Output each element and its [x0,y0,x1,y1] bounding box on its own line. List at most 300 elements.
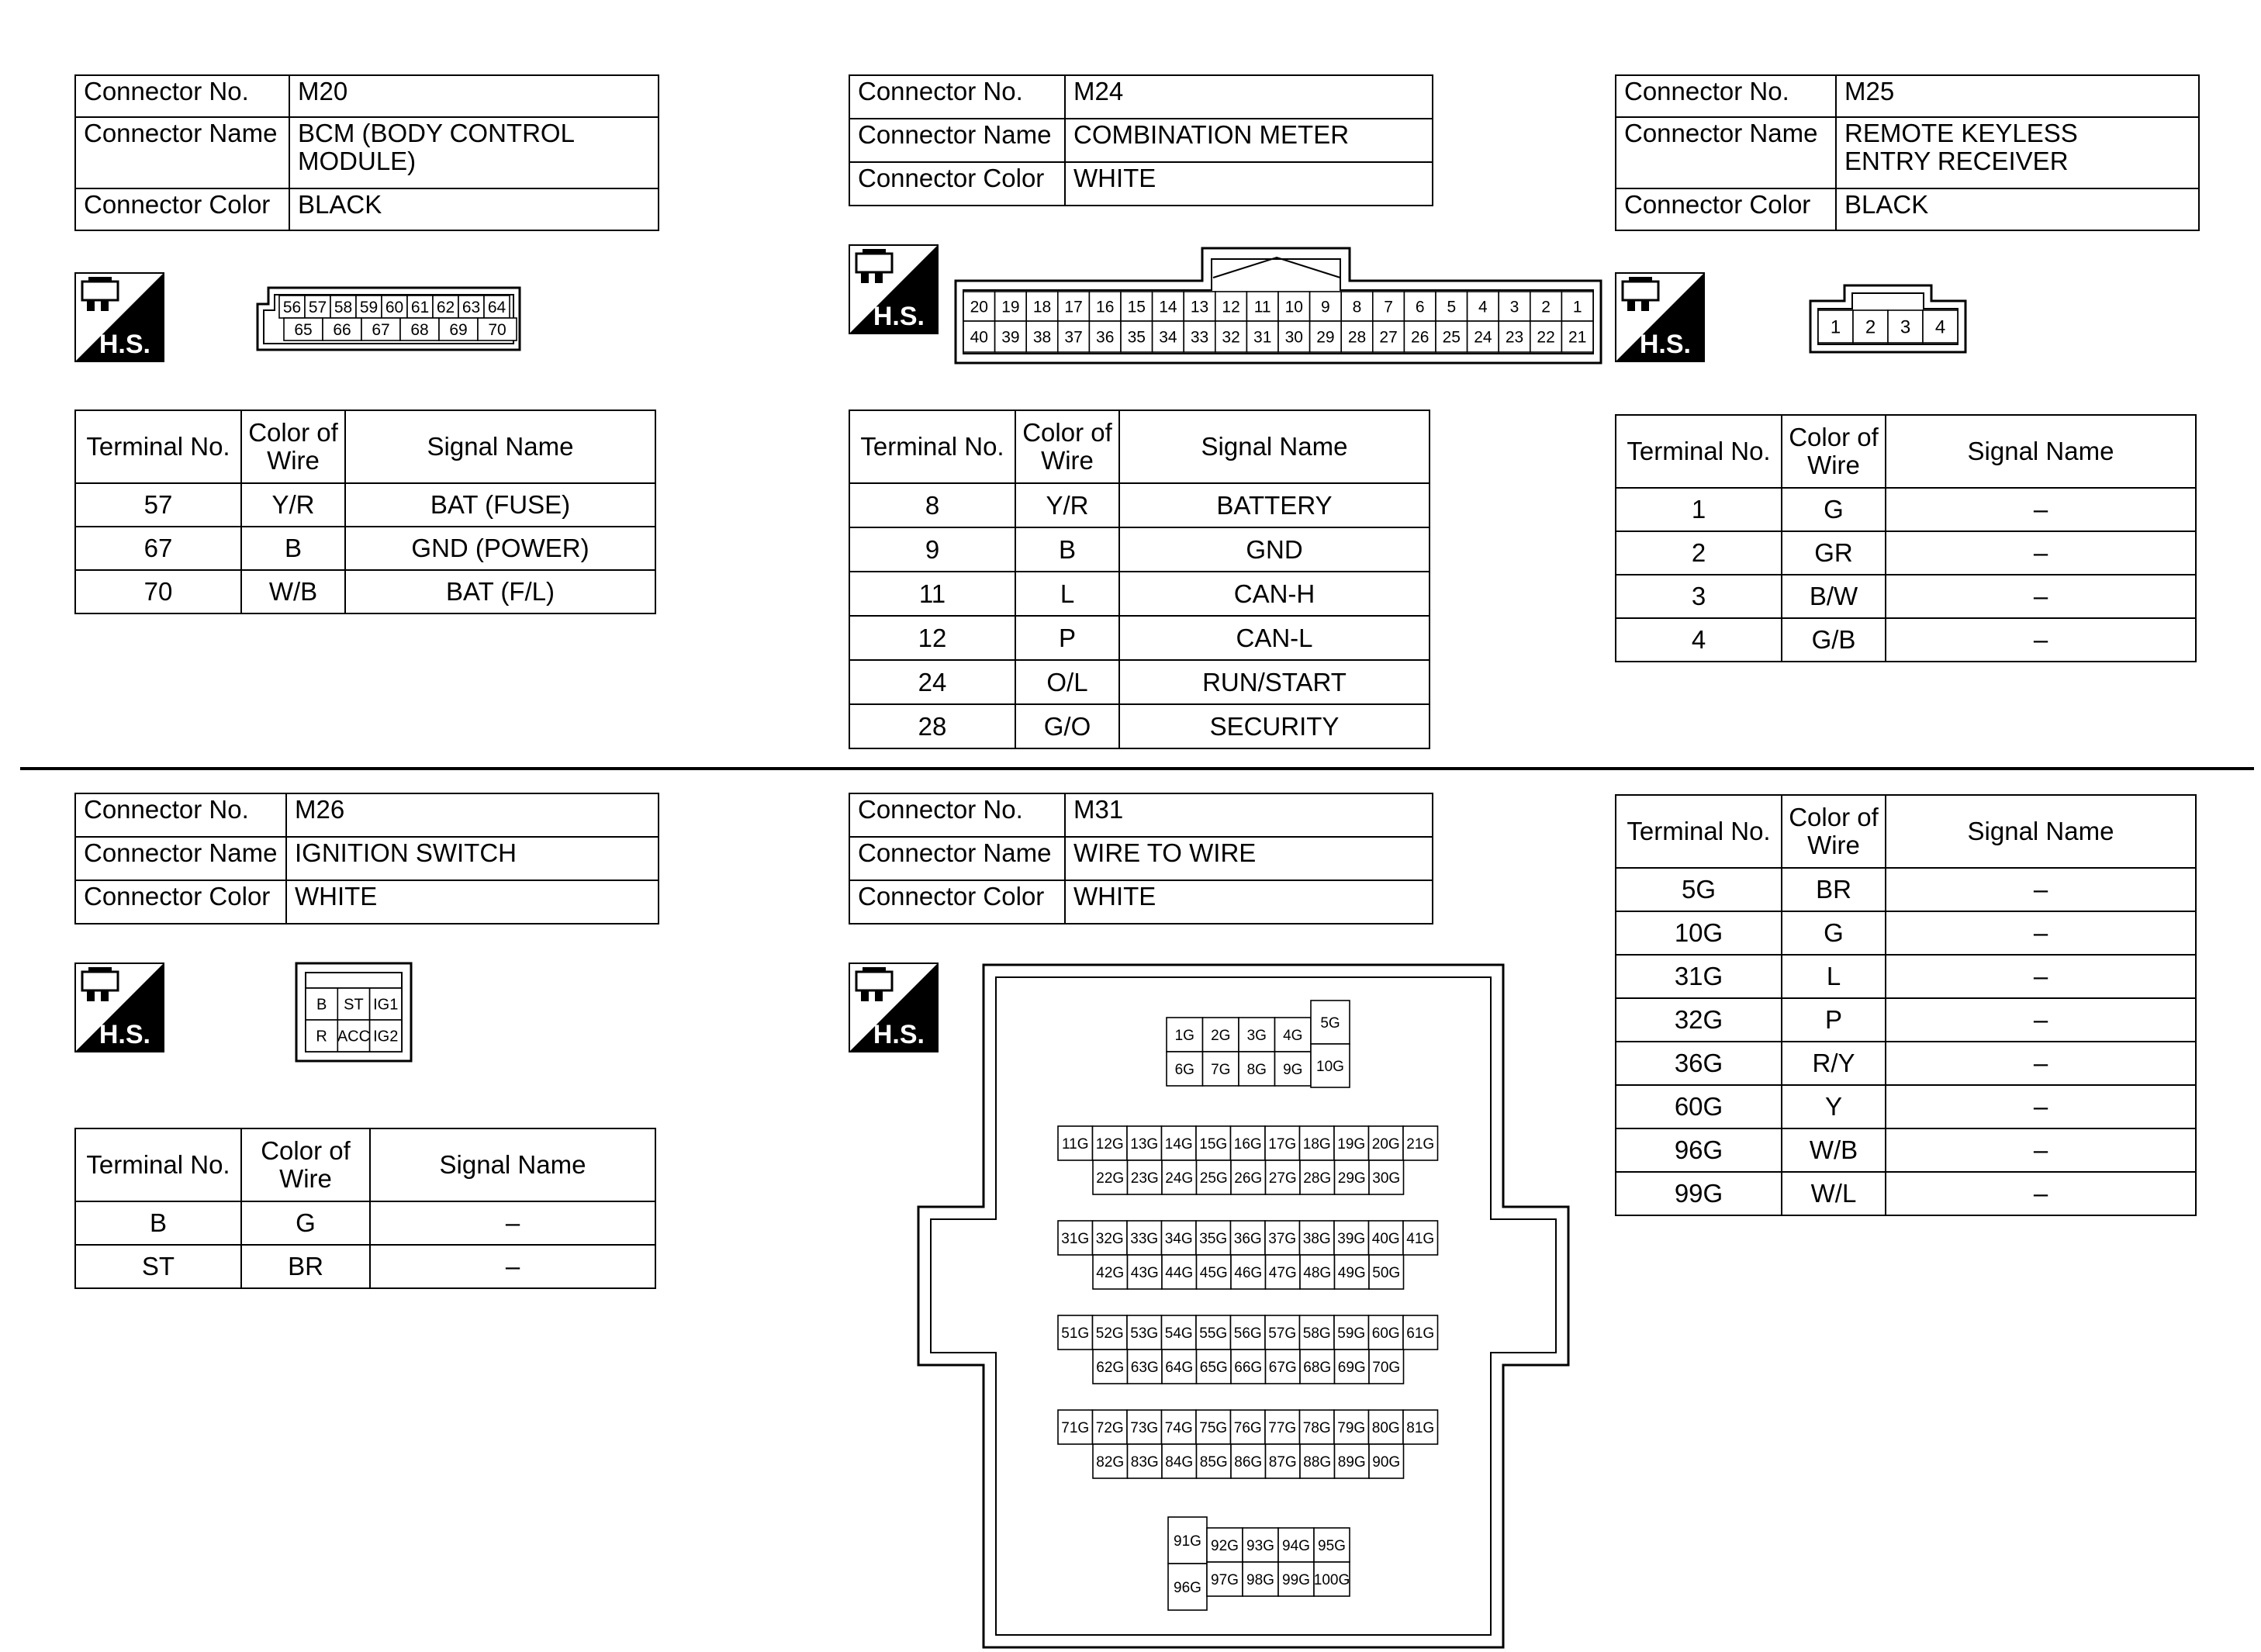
header-signal-name: Signal Name [370,1128,655,1201]
pin-label: 10 [1284,298,1303,316]
connector-pin [1093,1221,1128,1255]
connector-pin [337,988,369,1020]
connector-pin [1265,1315,1300,1350]
connector-pin [1530,321,1562,352]
pin-label: R [316,1028,327,1045]
connector-pin [1243,1562,1278,1596]
connector-pin [995,321,1027,352]
connector-pin [1207,1528,1243,1562]
pin-label: 47G [1268,1264,1297,1281]
m26-connector-no: M26 [286,793,659,837]
pin-label: 21 [1568,328,1587,347]
pin-label: 44G [1165,1264,1194,1281]
connector-pin [1403,1410,1438,1444]
m25-connector-no: M25 [1836,75,2199,117]
connector-pin [279,295,305,318]
connector-pin [1231,1410,1266,1444]
pin-label: 89G [1337,1453,1366,1471]
connector-pin [1231,1160,1266,1194]
connector-pin [1026,321,1058,352]
hs-label: H.S. [873,302,925,331]
pin-label: 66G [1234,1359,1263,1376]
m24-info-table [849,74,1433,206]
connector-pin [1369,1160,1404,1194]
pin-label: 56 [282,299,302,317]
pin-label: 36 [1096,328,1115,347]
pin-label: 23 [1505,328,1524,347]
connector-pin [1128,1350,1163,1384]
connector-pin [1093,1350,1128,1384]
connector-pin [1184,292,1215,321]
pin-label: 37G [1268,1230,1297,1247]
connector-pin [1239,1052,1275,1086]
table-row: 9 B GND [849,527,1430,572]
pin-label: 14 [1159,298,1177,316]
pin-label: 2 [1541,298,1551,316]
connector-pin [1196,1126,1231,1160]
connector-pin [439,318,478,340]
pin-label: 94G [1282,1537,1310,1554]
connector-pin [1203,1018,1239,1052]
connector-pin [1436,292,1468,321]
connector-pin [1853,310,1888,343]
connector-pin [1058,1410,1093,1444]
pin-label: 82G [1096,1453,1125,1471]
connector-pin [1127,1126,1162,1160]
m31-connector-no: M31 [1065,793,1433,837]
connector-pin [1468,321,1499,352]
m24-signal-table [849,410,1430,749]
table-row: 8 Y/R BATTERY [849,483,1430,527]
connector-pin [1300,1255,1335,1289]
connector-pin [1168,1564,1207,1610]
pin-label: 8G [1246,1061,1267,1078]
pin-label: 81G [1406,1419,1435,1436]
connector-pin [1888,310,1923,343]
header-terminal-no: Terminal No. [75,410,241,483]
pin-label: 3G [1246,1027,1267,1044]
connector-pin [1197,1444,1232,1478]
pin-label: 11G [1061,1135,1089,1153]
connector-pin [1093,1315,1128,1350]
pin-label: 79G [1337,1419,1366,1436]
pin-label: 4 [1934,316,1946,338]
connector-pin [1275,1018,1312,1052]
connector-pin [1121,292,1153,321]
connector-pin [1058,1315,1093,1350]
m25-connector-diagram [1807,282,1970,355]
pin-label: 21G [1406,1135,1435,1153]
m20-connector-diagram [253,284,524,354]
connector-pin [337,1020,370,1052]
m31-connector-name: WIRE TO WIRE [1065,837,1433,880]
connector-pin [1058,292,1090,321]
pin-label: 63 [462,299,481,317]
pin-label: 14G [1164,1135,1193,1153]
connector-pin [1162,1160,1197,1194]
connector-pin [356,295,382,318]
pin-label: 48G [1303,1264,1332,1281]
connector-pin [484,295,510,318]
label-connector-color: Connector Color [849,880,1065,924]
connector-pin [1246,292,1278,321]
pin-label: 8 [1352,298,1362,316]
connector-pin [323,318,361,340]
label-connector-no: Connector No. [1616,75,1836,117]
table-row: 11 L CAN-H [849,572,1430,616]
pin-label: 25G [1199,1170,1228,1187]
connector-pin [1530,292,1562,321]
harness-side-icon [74,272,164,362]
pin-label: 7G [1211,1061,1231,1078]
connector-pin [1314,1528,1350,1562]
pin-label: 38G [1302,1230,1331,1247]
pin-label: 22 [1537,328,1555,347]
hs-label: H.S. [1639,330,1691,359]
pin-label: 34 [1159,328,1177,347]
m31-connector-color: WHITE [1065,880,1433,924]
connector-pin [1369,1315,1404,1350]
connector-pin [1162,1444,1197,1478]
pin-label: 71G [1061,1419,1090,1436]
header-color-of-wire: Color of Wire [1782,795,1886,868]
pin-label: 62 [436,299,455,317]
label-connector-no: Connector No. [849,793,1065,837]
pin-label: 73G [1130,1419,1159,1436]
connector-pin [1127,1410,1162,1444]
pin-label: 17 [1064,298,1083,316]
pin-label: 27 [1379,328,1398,347]
connector-pin [1128,1160,1163,1194]
connector-pin [1278,1562,1314,1596]
pin-label: 25 [1442,328,1461,347]
m25-connector-name-line1: REMOTE KEYLESS [1844,119,2078,147]
connector-pin [1246,321,1278,352]
connector-pin [1127,1221,1162,1255]
label-connector-name: Connector Name [849,119,1065,162]
table-row: 99G W/L – [1616,1172,2196,1215]
connector-pin [1162,1410,1197,1444]
pin-label: 50G [1372,1264,1401,1281]
pin-label: 69 [449,321,468,340]
pin-label: 52G [1095,1325,1124,1342]
label-connector-name: Connector Name [1616,117,1836,188]
m26-connector-color: WHITE [286,880,659,924]
pin-label: 99G [1282,1571,1310,1588]
connector-pin [330,295,356,318]
pin-label: 61G [1406,1325,1435,1342]
m26-info-table [74,793,659,924]
header-color-of-wire: Color of Wire [241,1128,370,1201]
connector-pin [1153,321,1184,352]
pin-label: 19G [1337,1135,1366,1153]
hs-label: H.S. [99,1020,150,1049]
connector-pin [1818,310,1853,343]
connector-pin [1300,1160,1335,1194]
pin-label: 3 [1509,298,1519,316]
connector-pin [1167,1052,1203,1086]
pin-label: 28 [1347,328,1367,347]
connector-pin [407,295,433,318]
pin-label: 46G [1234,1264,1263,1281]
pin-label: 66 [333,321,351,340]
pin-label: 61 [410,299,430,317]
pin-label: 91G [1174,1533,1201,1550]
table-row: 28 G/O SECURITY [849,704,1430,748]
pin-label: 57 [308,299,327,317]
connector-pin [1266,1160,1301,1194]
pin-label: 1 [1572,298,1582,316]
connector-pin [1215,321,1247,352]
connector-pin [1184,321,1215,352]
header-terminal-no: Terminal No. [849,410,1015,483]
pin-label: 16G [1233,1135,1262,1153]
m24-connector-name: COMBINATION METER [1065,119,1433,162]
pin-label: 6 [1415,298,1425,316]
pin-label: B [316,996,327,1014]
pin-label: 5 [1447,298,1457,316]
table-row: 31G L – [1616,955,2196,998]
connector-pin [1162,1221,1197,1255]
connector-pin [1265,1126,1300,1160]
pin-label: 9G [1283,1061,1303,1078]
pin-label: 9 [1321,298,1330,316]
header-color-of-wire: Color of Wire [1782,415,1886,488]
connector-pin [1089,292,1121,321]
pin-label: 39 [1001,328,1020,347]
pin-label: 29 [1316,328,1335,347]
table-row: 5G BR – [1616,868,2196,911]
m20-connector-color: BLACK [289,188,659,230]
connector-pin [370,1020,402,1052]
pin-label: 15G [1199,1135,1228,1153]
table-row: 10G G – [1616,911,2196,955]
connector-pin [1231,1221,1266,1255]
connector-pin [1058,1126,1093,1160]
connector-pin [1499,292,1530,321]
connector-pin [1231,1255,1266,1289]
pin-label: 97G [1211,1571,1239,1588]
pin-label: 3 [1900,316,1911,338]
connector-pin [1404,321,1436,352]
connector-pin [1231,1315,1266,1350]
harness-side-icon [849,244,939,334]
table-row: 1 G – [1616,488,2196,531]
connector-pin [1310,292,1342,321]
label-connector-name: Connector Name [849,837,1065,880]
pin-label: 59G [1337,1325,1366,1342]
hs-label: H.S. [873,1020,925,1049]
connector-pin [1341,321,1373,352]
m25-info-table [1615,74,2200,231]
pin-label: 65 [294,321,313,340]
connector-pin [963,292,995,321]
connector-pin [1162,1350,1197,1384]
pin-label: 64G [1165,1359,1194,1376]
pin-label: 78G [1302,1419,1331,1436]
pin-label: 57G [1268,1325,1297,1342]
m20-signal-table [74,410,656,614]
connector-pin [1310,321,1342,352]
m31-connector-diagram [915,962,1571,1652]
pin-label: 90G [1372,1453,1401,1471]
header-terminal-no: Terminal No. [75,1128,241,1201]
pin-label: 58G [1302,1325,1331,1342]
m26-connector-diagram [295,962,413,1063]
connector-pin [1403,1126,1438,1160]
pin-label: 34G [1164,1230,1193,1247]
connector-pin [1275,1052,1312,1086]
pin-label: 76G [1233,1419,1262,1436]
connector-pin [1436,321,1468,352]
connector-pin [1300,1221,1335,1255]
connector-pin [1128,1444,1163,1478]
connector-pin [1403,1221,1438,1255]
pin-label: 87G [1268,1453,1297,1471]
pin-label: 55G [1199,1325,1228,1342]
connector-pin [1561,292,1593,321]
pin-label: 11 [1253,298,1271,316]
connector-pin [1093,1126,1128,1160]
pin-label: 62G [1096,1359,1125,1376]
m20-connector-no: M20 [289,75,659,117]
connector-pin [1369,1255,1404,1289]
pin-label: 43G [1130,1264,1159,1281]
connector-pin [1369,1126,1404,1160]
pin-label: 53G [1130,1325,1159,1342]
connector-pin [1162,1255,1197,1289]
label-connector-color: Connector Color [75,188,289,230]
pin-label: 26 [1411,328,1430,347]
pin-label: 100G [1313,1571,1350,1588]
pin-label: 67G [1268,1359,1297,1376]
connector-pin [1369,1350,1404,1384]
connector-pin [1369,1444,1404,1478]
pin-label: 31 [1253,328,1272,347]
table-row: 57 Y/R BAT (FUSE) [75,483,655,527]
connector-pin [1239,1018,1275,1052]
pin-label: 20 [970,298,988,316]
connector-pin [1231,1350,1266,1384]
connector-pin [361,318,400,340]
pin-label: 83G [1130,1453,1159,1471]
connector-pin [1403,1315,1438,1350]
pin-label: 12 [1222,298,1240,316]
m26-signal-table [74,1128,656,1289]
pin-label: 84G [1165,1453,1194,1471]
connector-pin [1334,1221,1369,1255]
pin-label: 70G [1372,1359,1401,1376]
m25-connector-name-line2: ENTRY RECEIVER [1844,147,2069,175]
pin-label: 12G [1095,1135,1124,1153]
connector-pin [1128,1255,1163,1289]
harness-side-icon [1615,272,1705,362]
connector-pin [1311,1001,1350,1044]
header-terminal-no: Terminal No. [1616,415,1782,488]
connector-pin [478,318,517,340]
pin-label: 37 [1064,328,1083,347]
pin-label: 10G [1316,1058,1344,1075]
pin-label: 39G [1337,1230,1366,1247]
pin-label: 41G [1406,1230,1435,1247]
connector-pin [1335,1255,1370,1289]
header-signal-name: Signal Name [1119,410,1430,483]
pin-label: 68G [1303,1359,1332,1376]
connector-pin [1334,1410,1369,1444]
connector-pin [1168,1517,1207,1564]
m24-connector-no: M24 [1065,75,1433,119]
pin-label: 45G [1199,1264,1228,1281]
pin-label: 33G [1130,1230,1159,1247]
pin-label: 30 [1284,328,1303,347]
pin-label: 40 [970,328,988,347]
pin-label: 28G [1303,1170,1332,1187]
pin-label: 13 [1190,298,1209,316]
connector-pin [1335,1160,1370,1194]
connector-pin [1093,1255,1128,1289]
section-divider [20,767,2254,770]
table-row: 12 P CAN-L [849,616,1430,660]
header-color-of-wire: Color of Wire [1015,410,1119,483]
m24-connector-color: WHITE [1065,162,1433,206]
connector-pin [1058,1221,1093,1255]
connector-pin [305,295,330,318]
connector-pin [995,292,1027,321]
connector-pin [458,295,484,318]
connector-pin [1468,292,1499,321]
m20-connector-name-line1: BCM (BODY CONTROL [298,119,575,147]
pin-label: 36G [1233,1230,1262,1247]
pin-label: 1G [1174,1027,1194,1044]
pin-label: IG1 [373,996,399,1014]
pin-label: 63G [1130,1359,1159,1376]
pin-label: 56G [1233,1325,1262,1342]
pin-label: 32 [1222,328,1240,347]
label-connector-no: Connector No. [75,793,286,837]
table-row: 24 O/L RUN/START [849,660,1430,704]
pin-label: 16 [1096,298,1115,316]
table-row: 32G P – [1616,998,2196,1042]
header-color-of-wire: Color of Wire [241,410,345,483]
table-row: 60G Y – [1616,1085,2196,1128]
m25-signal-table [1615,414,2197,662]
pin-label: 32G [1095,1230,1124,1247]
connector-pin [433,295,458,318]
connector-pin [1026,292,1058,321]
connector-pin [1203,1052,1239,1086]
connector-pin [306,1020,337,1052]
pin-label: 7 [1384,298,1393,316]
connector-pin [382,295,407,318]
connector-pin [1058,321,1090,352]
m24-connector-diagram [952,244,1604,368]
connector-pin [1162,1126,1197,1160]
connector-pin [1341,292,1373,321]
table-row: 70 W/B BAT (F/L) [75,570,655,613]
m26-connector-name: IGNITION SWITCH [286,837,659,880]
label-connector-color: Connector Color [1616,188,1836,230]
m31-signal-table [1615,794,2197,1216]
connector-pin [1300,1350,1335,1384]
pin-label: 38 [1032,328,1052,347]
pin-label: 23G [1130,1170,1159,1187]
pin-label: 26G [1234,1170,1263,1187]
connector-pin [1093,1160,1128,1194]
label-connector-color: Connector Color [849,162,1065,206]
connector-pin [1266,1350,1301,1384]
connector-pin [306,988,337,1020]
pin-label: 29G [1337,1170,1366,1187]
